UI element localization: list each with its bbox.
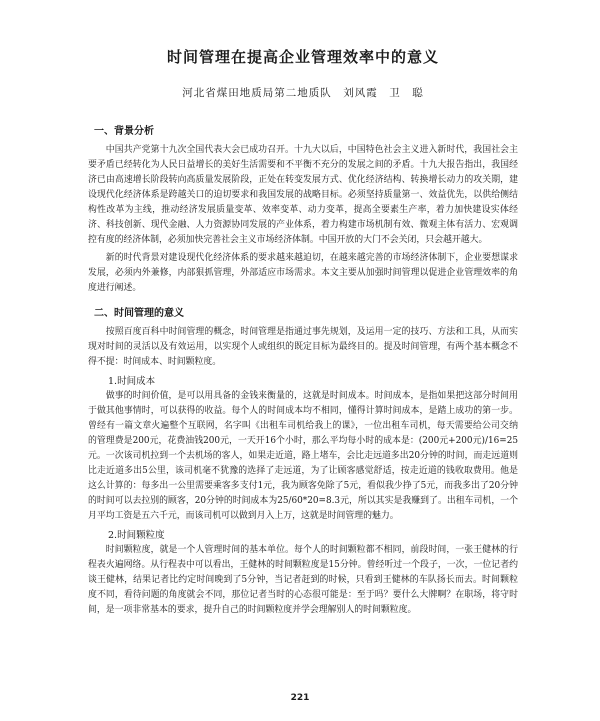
paragraph: 时间颗粒度，就是一个人管理时间的基本单位。每个人的时间颗粒都不相同，前段时间，一张王健林的行程表火遍网络。从行程表中可以看出，王健林的时间颗粒度是15分钟。曾经听过一个段子，一次，一位记者约谈王健林，结果记者比约定时间晚到了5分钟，当记者赶到的时候，只看到王健林的车队扬长而去。时间颗粒度不同，看待问题的角度就会不同，那位记者当时的心态很可能是：至于吗？要什么大牌啊？在职场，将守时间，是一项非常基本的要求，提升自己的时间颗粒度并学会理解别人的时间颗粒度。 <box>88 545 518 615</box>
page-number: 221 <box>290 693 310 703</box>
section-heading: 二、时间管理的意义 <box>94 308 184 319</box>
paragraph: 做事的时间价值，是可以用具备的金钱来衡量的，这就是时间成本。时间成本，是指如果把这部分时间用于做其他事情时，可以获得的收益。每个人的时间成本均不相同，懂得计算时间成本，是踏上成功的第一步。曾经有一篇文章火遍整个互联网，名字叫《出租车司机给我上的课》，一位出租车司机，每天需要给公司交纳的管理费是200元，花费油钱200元，一天开16个小时，那么平均每小时的成本是：(200元+200元)/16=25元。一次该司机拉到一个去机场的客人，如果走近道，路上堵车，会比走远道多出20分钟的时间，而走远道则比走近道多出5公里，该司机毫不犹豫的选择了走远道，为了让顾客感觉舒适，按走近道的钱收取费用。他是这么计算的：每多出一公里需要乘客多支付1元，我为顾客免除了5元，看似我少挣了5元，而我多出了20分钟的时间可以去拉别的顾客，20分钟的时间成本为25/60*20=8.3元，所以其实是我赚到了。出租车司机，一个月平均工资是五六千元，而该司机可以做到月入上万，这就是时间管理的魅力。 <box>88 391 518 521</box>
section-significance <box>88 304 518 618</box>
paragraph: 新的时代背景对建设现代化经济体系的要求越来越迫切，在越来越完善的市场经济体制下，企业要想谋求发展，必须内外兼修，内部狠抓管理，外部适应市场需求。本文主要从加强时间管理以促进企业管理效率的角度进行阐述。 <box>88 253 518 293</box>
article-authors: 河北省煤田地质局第二地质队 刘风霞 卫 聪 <box>182 87 424 99</box>
subsection-heading: 1.时间成本 <box>108 376 156 387</box>
subsection-heading: 2.时间颗粒度 <box>108 530 165 541</box>
paragraph: 按照百度百科中时间管理的概念，时间管理是指通过事先规划，及运用一定的技巧、方法和工具，从而实现对时间的灵活以及有效运用，以实现个人或组织的既定目标为最终目的。提及时间管理，有两个基本概念不得不提：时间成本、时间颗粒度。 <box>88 327 518 367</box>
section-heading: 一、背景分析 <box>94 126 154 137</box>
article-title: 时间管理在提高企业管理效率中的意义 <box>166 48 439 66</box>
paragraph: 中国共产党第十九次全国代表大会已成功召开。十九大以后，中国特色社会主义进入新时代，我国社会主要矛盾已经转化为人民日益增长的美好生活需要和不平衡不充分的发展之间的矛盾。十九大报告指出，我国经济已由高速增长阶段转向高质量发展阶段，正处在转变发展方式、优化经济结构、转换增长动力的攻关期，建设现代化经济体系是跨越关口的迫切要求和我国发展的战略目标。必须坚持质量第一、效益优先，以供给侧结构性改革为主线，推动经济发展质量变革、效率变革、动力变革，提高全要素生产率，着力加快建设实体经济、科技创新、现代金融、人力资源协同发展的产业体系，着力构建市场机制有效、微观主体有活力、宏观调控有度的经济体制，必须加快完善社会主义市场经济体制。中国开放的大门不会关闭，只会越开越大。 <box>88 145 518 245</box>
section-background <box>88 122 518 296</box>
